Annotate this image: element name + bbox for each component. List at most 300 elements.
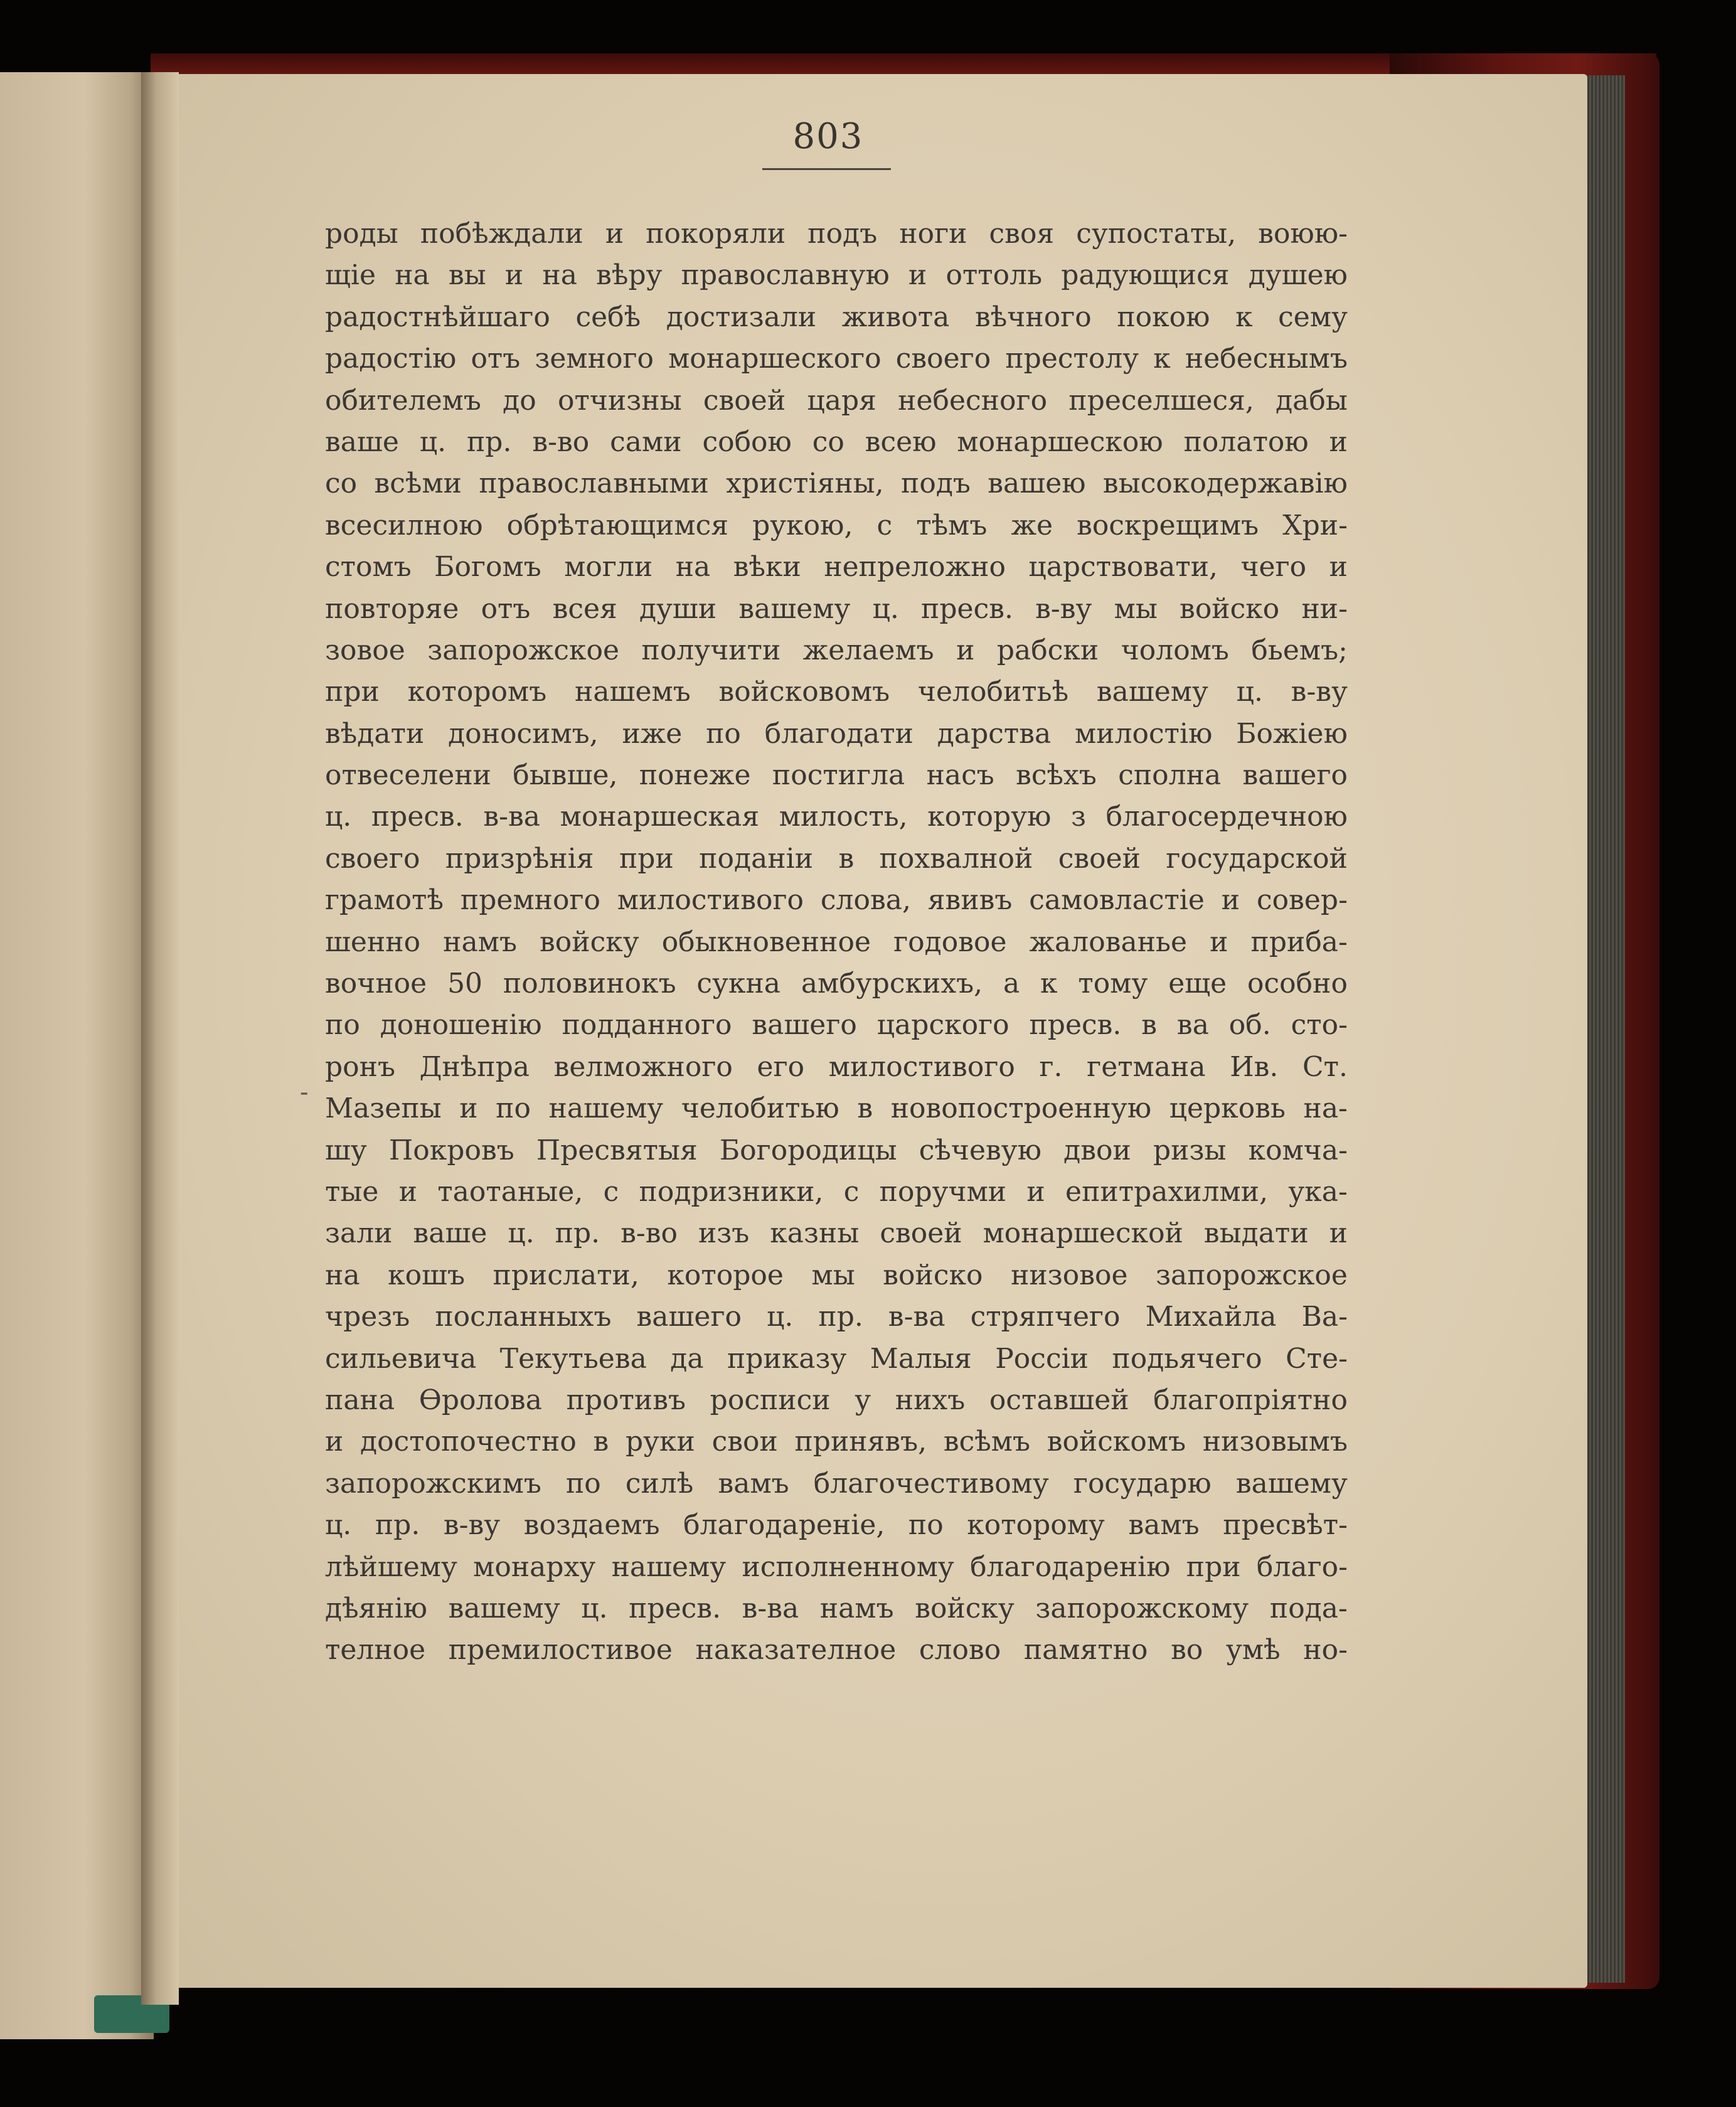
word: до	[503, 384, 536, 417]
word: у	[855, 1384, 871, 1416]
word: монаршескою	[957, 425, 1163, 458]
word: государской	[1166, 842, 1348, 875]
word: роды	[325, 218, 398, 250]
word: Текутьева	[499, 1342, 647, 1375]
word: по	[325, 1009, 360, 1042]
word: челобитьѣ	[917, 676, 1069, 708]
word: росписи	[710, 1384, 831, 1416]
word: и	[1221, 884, 1240, 917]
text-line	[325, 755, 1348, 796]
text-line	[325, 1505, 1348, 1546]
word: и	[1210, 925, 1228, 958]
word: благодаренію	[970, 1550, 1171, 1583]
word: при	[1186, 1550, 1241, 1583]
word: тому	[1078, 968, 1148, 1000]
word: исполненному	[742, 1550, 954, 1583]
word: иже	[622, 717, 683, 750]
page-number: 803	[792, 116, 864, 157]
word: непреложно	[824, 551, 1006, 584]
word: пр.	[375, 1509, 420, 1542]
word: покоряли	[646, 218, 786, 250]
word: в	[838, 842, 855, 875]
word: в-ву	[1291, 676, 1348, 708]
word: в-во	[532, 425, 590, 458]
word: ваше	[413, 1217, 487, 1250]
word: своя	[989, 218, 1055, 250]
word: мы	[811, 1259, 855, 1291]
word: намъ	[819, 1592, 894, 1624]
word: еще	[1168, 968, 1227, 1000]
word: вашею	[988, 467, 1086, 500]
word: шенно	[325, 925, 421, 958]
word: Сте-	[1286, 1342, 1348, 1375]
word: достизали	[666, 301, 817, 333]
word: вочное	[325, 968, 427, 1000]
word: благодати	[764, 717, 913, 750]
word: по	[908, 1509, 944, 1542]
word: свои	[711, 1426, 778, 1458]
header-rule	[762, 168, 891, 170]
word: грамотѣ	[325, 884, 444, 917]
word: Ѳролова	[418, 1384, 542, 1416]
text-line	[325, 1255, 1348, 1296]
word: войску	[540, 925, 639, 958]
word: обрѣтающимся	[506, 509, 729, 541]
word: пресв.	[629, 1592, 722, 1624]
word: ц.	[508, 1217, 535, 1250]
word: Божіею	[1236, 717, 1348, 750]
word: к	[1040, 968, 1058, 1000]
word: своей	[1058, 842, 1141, 875]
word: своего	[895, 343, 991, 375]
word: кошъ	[388, 1259, 465, 1291]
word: вашего	[1242, 759, 1348, 792]
word: по	[565, 1467, 601, 1500]
word: дабы	[1275, 384, 1348, 417]
word: комча-	[1248, 1134, 1348, 1166]
word: стомъ	[325, 551, 412, 584]
word: г.	[1039, 1050, 1063, 1083]
word: выдати	[1203, 1217, 1309, 1250]
text-line	[325, 297, 1348, 338]
word: и	[325, 1426, 344, 1458]
text-line	[325, 1171, 1348, 1213]
word: всѣхъ	[1016, 759, 1097, 792]
word: тѣмъ	[916, 509, 988, 541]
word: приба-	[1250, 925, 1348, 958]
text-line	[325, 1421, 1348, 1463]
word: насъ	[926, 759, 994, 792]
word: сами	[610, 425, 682, 458]
word: души	[639, 592, 717, 625]
word: рабски	[996, 634, 1099, 666]
word: запорожскимъ	[325, 1467, 541, 1500]
word: доношенію	[380, 1009, 542, 1042]
word: жалованье	[1029, 925, 1188, 958]
word: запорожское	[1156, 1259, 1348, 1291]
word: ука-	[1288, 1175, 1348, 1208]
word: отъ	[481, 592, 531, 625]
word: ни-	[1301, 592, 1348, 625]
word: со	[325, 467, 358, 500]
word: зовое	[325, 634, 405, 666]
word: гетмана	[1087, 1050, 1206, 1083]
page-edges	[1581, 75, 1625, 1983]
text-line	[325, 380, 1348, 422]
word: пана	[325, 1384, 395, 1416]
word: вамъ	[1128, 1509, 1200, 1542]
word: милость,	[779, 801, 908, 833]
word: бывше,	[513, 759, 618, 792]
word: православными	[479, 467, 709, 500]
word: которому	[967, 1509, 1105, 1542]
text-line	[325, 963, 1348, 1005]
word: монарху	[473, 1550, 596, 1583]
word: на-	[1303, 1092, 1348, 1125]
word: премилостивое	[448, 1634, 673, 1667]
word: небеснымъ	[1185, 343, 1348, 375]
word: всея	[552, 592, 617, 625]
word: дарства	[937, 717, 1052, 750]
word: поданіи	[699, 842, 814, 875]
word: Ст.	[1302, 1050, 1348, 1083]
text-line	[325, 1213, 1348, 1254]
word: при	[325, 676, 380, 708]
word: подризники,	[639, 1175, 824, 1208]
word: которое	[667, 1259, 784, 1291]
word: новопостроенную	[890, 1092, 1152, 1125]
word: вѣки	[733, 551, 801, 584]
word: и	[605, 218, 624, 250]
word: доносимъ,	[448, 717, 599, 750]
word: сильевича	[325, 1342, 477, 1375]
word: но-	[1303, 1634, 1348, 1667]
margin-mark: -	[300, 1078, 309, 1107]
left-page	[0, 72, 154, 2039]
word: войску	[915, 1592, 1014, 1624]
word: православную	[681, 259, 890, 292]
word: велможного	[553, 1050, 733, 1083]
word: чрезъ	[325, 1301, 410, 1333]
word: достопочестно	[360, 1426, 577, 1458]
word: стряпчего	[970, 1301, 1121, 1333]
word: отъ	[471, 343, 521, 375]
word: бьемъ;	[1251, 634, 1348, 666]
word: Покровъ	[388, 1134, 514, 1166]
word: милостію	[1075, 717, 1213, 750]
text-line	[325, 505, 1348, 547]
word: на	[542, 259, 577, 292]
word: вы	[448, 259, 486, 292]
book-gutter	[141, 72, 179, 2005]
word: которую	[927, 801, 1052, 833]
word: живота	[841, 301, 950, 333]
word: постигла	[772, 759, 905, 792]
word: всесилною	[325, 509, 483, 541]
text-line	[325, 630, 1348, 671]
text-line	[325, 796, 1348, 838]
text-line	[325, 1047, 1348, 1088]
word: совер-	[1256, 884, 1348, 917]
text-line	[325, 1130, 1348, 1171]
word: тые	[325, 1175, 379, 1208]
word: монаршеская	[560, 801, 760, 833]
text-line	[325, 255, 1348, 296]
word: своей	[703, 384, 786, 417]
word: пресв.	[371, 801, 464, 833]
word: подданного	[562, 1009, 732, 1042]
word: монаршеского	[668, 343, 881, 375]
word: воздаемъ	[523, 1509, 660, 1542]
word: к	[1153, 343, 1171, 375]
word: слова,	[820, 884, 911, 917]
word: зали	[325, 1217, 393, 1250]
word: принявъ,	[794, 1426, 927, 1458]
word: слово	[919, 1634, 1001, 1667]
text-line	[325, 838, 1348, 880]
word: ц.	[325, 1509, 352, 1542]
word: получити	[641, 634, 781, 666]
page-body-text	[325, 213, 1348, 1672]
word: призрѣнія	[445, 842, 594, 875]
word: пр.	[555, 1217, 600, 1250]
word: низовымъ	[1202, 1426, 1348, 1458]
text-line	[325, 1088, 1348, 1129]
word: ноги	[899, 218, 967, 250]
word: Михайла	[1145, 1301, 1277, 1333]
word: воскрещимъ	[1077, 509, 1259, 541]
word: христіяны,	[726, 467, 884, 500]
word: сѣчевую	[919, 1134, 1042, 1166]
word: в-ва	[483, 801, 541, 833]
word: Богомъ	[434, 551, 541, 584]
word: своего	[325, 842, 420, 875]
word: по	[706, 717, 741, 750]
word: радостію	[325, 343, 457, 375]
word: со	[812, 425, 844, 458]
word: ц.	[872, 592, 899, 625]
word: половинокъ	[503, 968, 676, 1000]
word: наказателное	[695, 1634, 897, 1667]
word: двои	[1063, 1134, 1131, 1166]
word: желаемъ	[802, 634, 934, 666]
word: об.	[1228, 1009, 1271, 1042]
text-line	[325, 671, 1348, 713]
word: высокодержавію	[1102, 467, 1348, 500]
word: казны	[770, 1217, 860, 1250]
word: покою	[1117, 301, 1210, 333]
word: 50	[447, 968, 483, 1000]
word: ц.	[419, 425, 447, 458]
text-line	[325, 1588, 1348, 1630]
word: государю	[1073, 1467, 1211, 1500]
word: повторяе	[325, 592, 459, 625]
word: сполна	[1118, 759, 1222, 792]
word: всѣмъ	[943, 1426, 1030, 1458]
word: супостаты,	[1076, 218, 1237, 250]
word: подьячего	[1112, 1342, 1262, 1375]
word: явивъ	[927, 884, 1013, 917]
word: нихъ	[895, 1384, 966, 1416]
word: изъ	[698, 1217, 750, 1250]
word: вѣчного	[974, 301, 1092, 333]
word: в-ва	[888, 1301, 945, 1333]
word: Ив.	[1230, 1050, 1279, 1083]
word: вашему	[738, 592, 851, 625]
word: к	[1235, 301, 1253, 333]
word: чоломъ	[1121, 634, 1229, 666]
word: самовластіе	[1029, 884, 1205, 917]
word: Богородицы	[719, 1134, 897, 1166]
word: преселшеся,	[1068, 384, 1254, 417]
word: на	[325, 1259, 360, 1291]
word: вамъ	[718, 1467, 789, 1500]
word: таотаные,	[437, 1175, 583, 1208]
text-line	[325, 589, 1348, 630]
word: приказу	[727, 1342, 847, 1375]
word: вашему	[1235, 1467, 1348, 1500]
word: ц.	[581, 1592, 608, 1624]
word: церковь	[1169, 1092, 1286, 1125]
word: Мазепы	[325, 1092, 442, 1125]
word: нашему	[548, 1092, 664, 1125]
word: противъ	[566, 1384, 686, 1416]
word: себѣ	[575, 301, 641, 333]
word: понеже	[639, 759, 751, 792]
word: благочестивому	[813, 1467, 1049, 1500]
word: щіе	[325, 259, 376, 292]
word: царского	[876, 1009, 1009, 1042]
word: и	[1329, 551, 1348, 584]
text-line	[325, 1338, 1348, 1380]
word: пресв.	[921, 592, 1013, 625]
word: Россіи	[995, 1342, 1089, 1375]
word: оттоль	[945, 259, 1043, 292]
word: запорожскому	[1035, 1592, 1249, 1624]
word: и	[1329, 1217, 1348, 1250]
word: премного	[460, 884, 601, 917]
word: войско	[883, 1259, 983, 1291]
word: Ва-	[1301, 1301, 1348, 1333]
word: да	[670, 1342, 704, 1375]
word: радостнѣйшаго	[325, 301, 550, 333]
word: пода-	[1269, 1592, 1348, 1624]
word: ризы	[1153, 1134, 1227, 1166]
word: Хри-	[1282, 509, 1348, 541]
text-line	[325, 1380, 1348, 1421]
word: мы	[1114, 592, 1158, 625]
word: сукна	[696, 968, 781, 1000]
word: и	[504, 259, 524, 292]
word: и	[398, 1175, 418, 1208]
word: намъ	[443, 925, 517, 958]
word: подъ	[807, 218, 878, 250]
word: нашему	[611, 1550, 727, 1583]
word: ц.	[767, 1301, 794, 1333]
word: в	[1141, 1009, 1158, 1042]
word: пресвѣт-	[1223, 1509, 1348, 1542]
word: собою	[702, 425, 792, 458]
word: запорожское	[427, 634, 620, 666]
word: и	[459, 1092, 478, 1125]
text-line	[325, 422, 1348, 463]
word: душею	[1248, 259, 1348, 292]
word: в	[593, 1426, 609, 1458]
word: сто-	[1291, 1009, 1348, 1042]
word: благосердечною	[1105, 801, 1348, 833]
word: челобитью	[681, 1092, 839, 1125]
word: пресв.	[1029, 1009, 1122, 1042]
word: рукою,	[752, 509, 853, 541]
text-line	[325, 1547, 1348, 1588]
text-line	[325, 880, 1348, 921]
word: поручми	[879, 1175, 1007, 1208]
word: Днѣпра	[419, 1050, 530, 1083]
word: низовое	[1011, 1259, 1128, 1291]
word: войско	[1180, 592, 1280, 625]
word: которомъ	[407, 676, 547, 708]
word: всею	[865, 425, 937, 458]
word: царствовати,	[1028, 551, 1218, 584]
word: з	[1070, 801, 1086, 833]
word: отвеселени	[325, 759, 491, 792]
text-line	[325, 547, 1348, 588]
word: прислати,	[493, 1259, 639, 1291]
text-line	[325, 1005, 1348, 1046]
word: побѣждали	[420, 218, 583, 250]
text-line	[325, 713, 1348, 755]
word: царя	[807, 384, 876, 417]
word: в-во	[620, 1217, 678, 1250]
word: руки	[625, 1426, 695, 1458]
word: его	[757, 1050, 805, 1083]
word: войскомъ	[1046, 1426, 1186, 1458]
word: благодареніе,	[683, 1509, 885, 1542]
word: благо-	[1256, 1550, 1348, 1583]
word: в-ва	[742, 1592, 799, 1624]
word: благопріятно	[1153, 1384, 1348, 1416]
text-line	[325, 1463, 1348, 1505]
word: и	[908, 259, 927, 292]
word: ц.	[1236, 676, 1263, 708]
word: пр.	[466, 425, 512, 458]
word: в-ву	[1035, 592, 1092, 625]
word: чего	[1240, 551, 1307, 584]
text-line	[325, 1630, 1348, 1671]
word: амбурскихъ,	[801, 968, 983, 1000]
text-line	[325, 213, 1348, 255]
word: вашему	[448, 1592, 560, 1624]
word: ваше	[325, 425, 399, 458]
word: при	[619, 842, 674, 875]
word: а	[1003, 968, 1020, 1000]
word: вашего	[752, 1009, 857, 1042]
word: особно	[1247, 968, 1348, 1000]
word: ронъ	[325, 1050, 395, 1083]
word: земного	[535, 343, 654, 375]
word: с	[603, 1175, 619, 1208]
text-line	[325, 463, 1348, 504]
word: дѣянію	[325, 1592, 428, 1624]
text-line	[325, 338, 1348, 380]
word: вѣру	[596, 259, 663, 292]
word: похвалной	[879, 842, 1033, 875]
word: в-ву	[443, 1509, 501, 1542]
word: милостивого	[828, 1050, 1015, 1083]
word: вашему	[1096, 676, 1208, 708]
word: с	[876, 509, 893, 541]
word: оставшей	[989, 1384, 1129, 1416]
